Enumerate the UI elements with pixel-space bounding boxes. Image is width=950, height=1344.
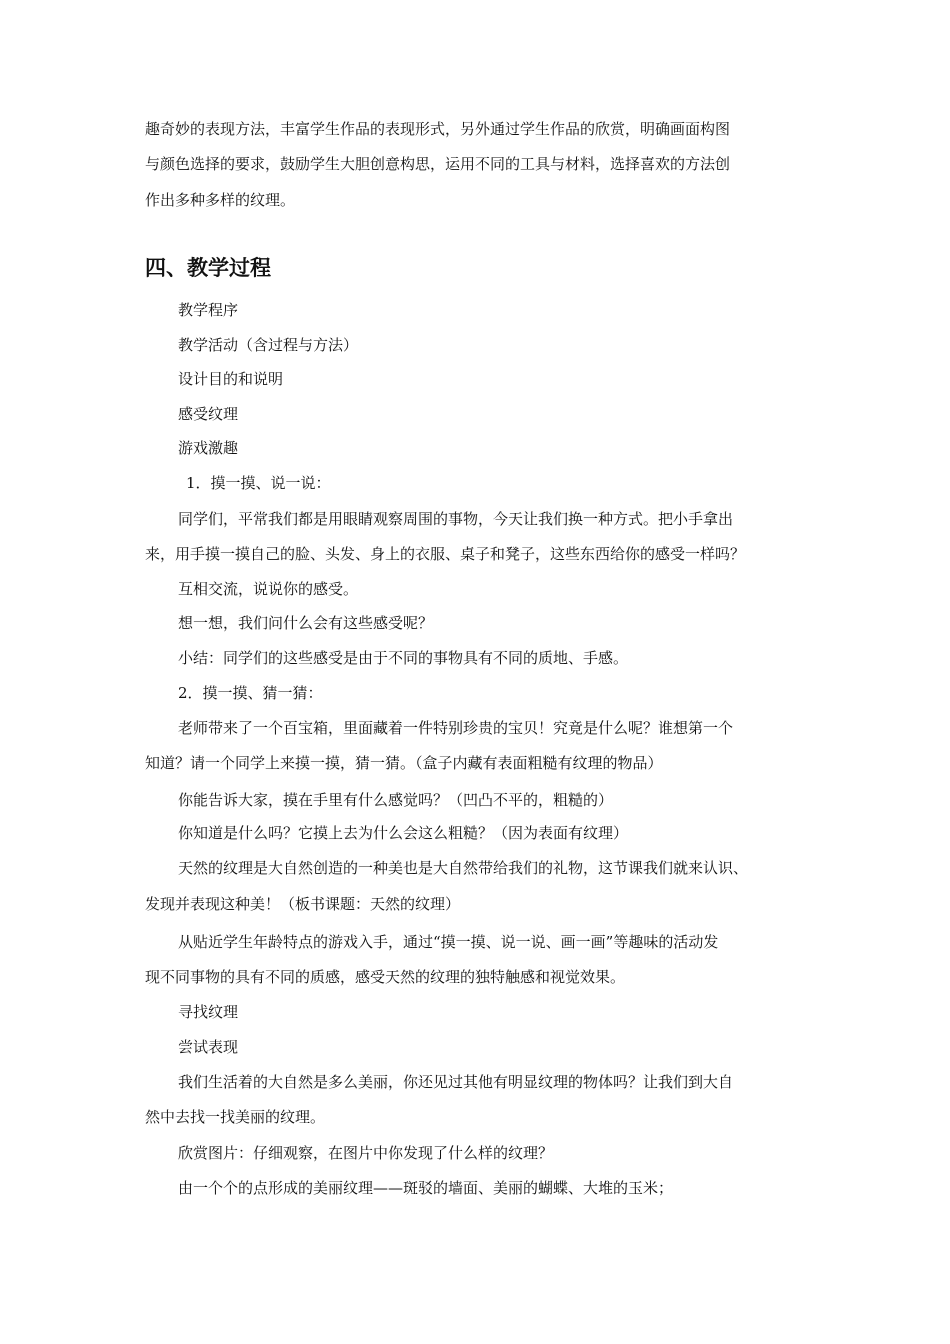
paragraph-5-line-1: 老师带来了一个百宝箱，里面藏着一件特别珍贵的宝贝！究竟是什么呢？谁想第一个 (178, 719, 734, 737)
paragraph-8-line-1: 天然的纹理是大自然创造的一种美也是大自然带给我们的礼物，这节课我们就来认识、 (178, 859, 749, 877)
paragraph-4: 小结：同学们的这些感受是由于不同的事物具有不同的质地、手感。 (178, 649, 629, 667)
paragraph-12: 由一个个的点形成的美丽纹理——斑驳的墙面、美丽的蝴蝶、大堆的玉米； (178, 1179, 674, 1197)
paragraph-2: 互相交流，说说你的感受。 (178, 580, 359, 598)
line-feel: 感受纹理 (178, 405, 239, 423)
paragraph-11: 欣赏图片：仔细观察，在图片中你发现了什么样的纹理？ (178, 1144, 554, 1162)
paragraph-6: 你能告诉大家，摸在手里有什么感觉吗？（凹凸不平的，粗糙的） (178, 791, 614, 809)
paragraph-9-line-1: 从贴近学生年龄特点的游戏入手，通过“摸一摸、说一说、画一画”等趣味的活动发 (178, 933, 719, 951)
paragraph-3: 想一想，我们问什么会有这些感受呢？ (178, 614, 434, 632)
paragraph-8-line-2: 发现并表现这种美！（板书课题：天然的纹理） (145, 895, 461, 913)
line-step-1: 1．摸一摸、说一说： (186, 474, 331, 492)
line-purpose: 设计目的和说明 (178, 370, 284, 388)
line-activity: 教学活动（含过程与方法） (178, 336, 359, 354)
paragraph-5-line-2: 知道？请一个同学上来摸一摸，猜一猜。（盒子内藏有表面粗糙有纹理的物品） (145, 754, 663, 772)
paragraph-1-line-1: 同学们，平常我们都是用眼睛观察周围的事物，今天让我们换一种方式。把小手拿出 (178, 510, 734, 528)
paragraph-10-line-1: 我们生活着的大自然是多么美丽，你还见过其他有明显纹理的物体吗？让我们到大自 (178, 1073, 734, 1091)
section-heading: 四、教学过程 (145, 256, 271, 280)
line-step-2: 2．摸一摸、猜一猜： (178, 684, 323, 702)
line-program: 教学程序 (178, 301, 239, 319)
intro-line-2: 与颜色选择的要求，鼓励学生大胆创意构思，运用不同的工具与材料，选择喜欢的方法创 (145, 155, 731, 173)
paragraph-1-line-2: 来，用手摸一摸自己的脸、头发、身上的衣服、桌子和凳子，这些东西给你的感受一样吗？ (145, 545, 746, 563)
line-game: 游戏激趣 (178, 439, 239, 457)
paragraph-10-line-2: 然中去找一找美丽的纹理。 (145, 1108, 326, 1126)
line-find: 寻找纹理 (178, 1003, 239, 1021)
intro-line-3: 作出多种多样的纹理。 (145, 191, 296, 209)
intro-line-1: 趣奇妙的表现方法，丰富学生作品的表现形式，另外通过学生作品的欣赏，明确画面构图 (145, 120, 731, 138)
paragraph-7: 你知道是什么吗？它摸上去为什么会这么粗糙？（因为表面有纹理） (178, 824, 629, 842)
paragraph-9-line-2: 现不同事物的具有不同的质感，感受天然的纹理的独特触感和视觉效果。 (145, 968, 626, 986)
line-try: 尝试表现 (178, 1038, 239, 1056)
